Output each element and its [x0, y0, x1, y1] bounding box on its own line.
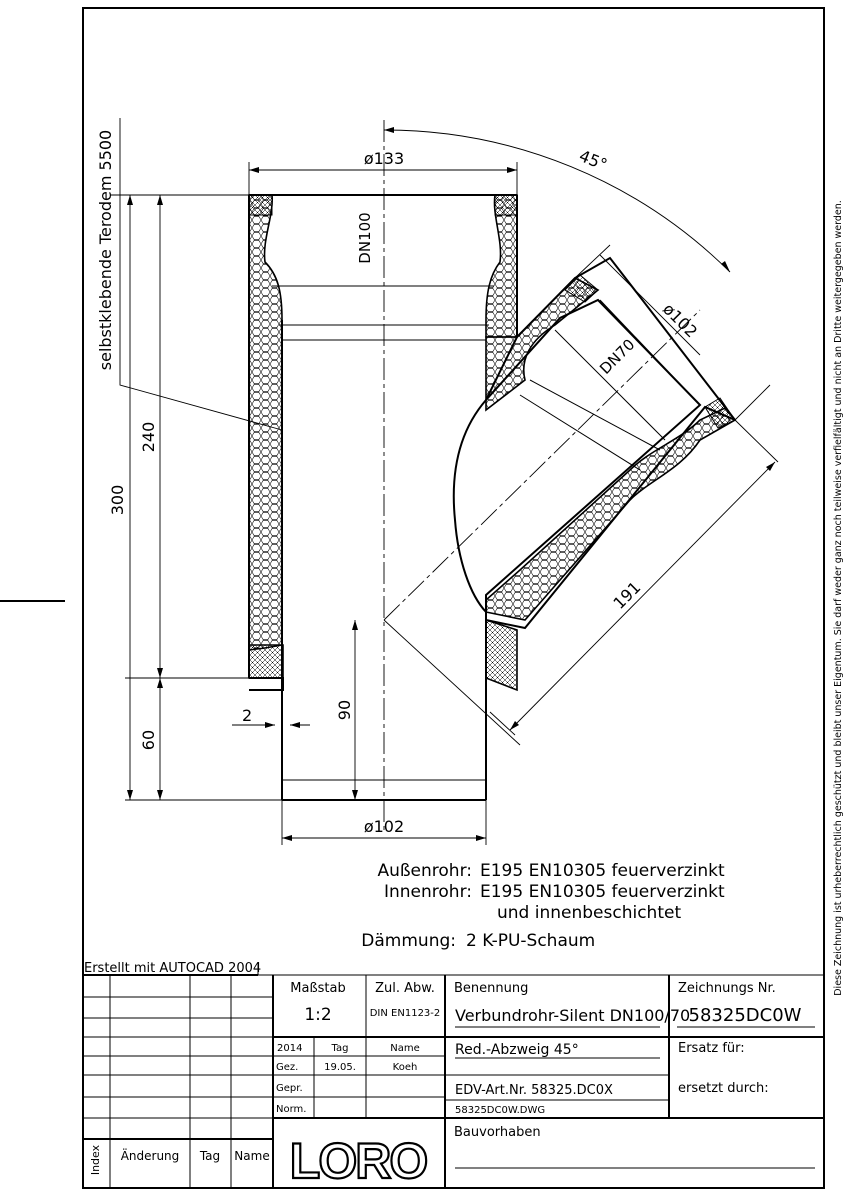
- label-dn-main: DN100: [356, 212, 374, 264]
- insulation-branch-bottom: [486, 408, 735, 620]
- benennung-label: Benennung: [454, 981, 529, 996]
- dwg-filename: 58325DC0W.DWG: [455, 1105, 546, 1116]
- spec-insulation-label: Dämmung:: [361, 931, 456, 951]
- benennung-value: Verbundrohr-Silent DN100/70: [455, 1006, 691, 1025]
- dim-60: 60: [139, 729, 158, 751]
- seal-bottom-left: [249, 645, 283, 678]
- leader-label-terodem: selbstklebende Terodem 5500: [96, 129, 115, 371]
- name-label: Name: [390, 1043, 420, 1054]
- rev-index-label: Index: [89, 1144, 102, 1176]
- insulation-right: [486, 195, 517, 337]
- dim-90: 90: [335, 699, 354, 721]
- gez-label: Gez.: [276, 1062, 299, 1073]
- norm-label: Norm.: [276, 1104, 307, 1115]
- massstab-label: Maßstab: [290, 981, 346, 996]
- dim-angle: 45°: [576, 146, 610, 175]
- massstab-value: 1:2: [304, 1005, 332, 1025]
- dimensions: [110, 118, 778, 845]
- edv-article-number: EDV-Art.Nr. 58325.DC0X: [455, 1083, 613, 1098]
- spec-inner-label: Innenrohr:: [383, 882, 472, 902]
- title-block: [83, 961, 824, 1189]
- zul-abw-label: Zul. Abw.: [375, 981, 435, 996]
- spec-inner-value: E195 EN10305 feuerverzinkt: [480, 882, 725, 902]
- dim-branch-diameter: ø102: [659, 299, 702, 342]
- dim-300: 300: [108, 484, 127, 516]
- dim-branch-length: 191: [609, 577, 645, 613]
- benennung-value2: Red.-Abzweig 45°: [455, 1042, 579, 1058]
- ersetzt-durch-label: ersetzt durch:: [678, 1081, 769, 1096]
- copyright-notice: Diese Zeichnung ist urheberrechtlich geschützt und bleibt unser Eigentum. Sie darf weder ganz noch teilweise verfielfältigt und nicht an Dritte weitergegeben werden.: [833, 200, 844, 996]
- zul-abw-value: DIN EN1123-2: [369, 1008, 441, 1019]
- pipe-drawing: [249, 120, 735, 830]
- loro-logo: [290, 1133, 427, 1189]
- created-with-label: Erstellt mit AUTOCAD 2004: [84, 961, 262, 976]
- zeichnungs-nr-value: 58325DC0W: [688, 1005, 802, 1026]
- spec-inner-value2: und innenbeschichtet: [497, 903, 682, 923]
- material-spec: [361, 861, 725, 951]
- ersatz-fuer-label: Ersatz für:: [678, 1041, 745, 1056]
- dim-bottom-diameter: ø102: [363, 817, 405, 836]
- gepr-label: Gepr.: [276, 1083, 303, 1094]
- rev-aenderung-label: Änderung: [120, 1149, 180, 1163]
- zeichnungs-nr-label: Zeichnungs Nr.: [678, 981, 776, 996]
- dim-240: 240: [139, 421, 158, 453]
- gez-name: Koeh: [392, 1062, 418, 1073]
- label-dn-branch: DN70: [596, 335, 639, 378]
- tag-label: Tag: [331, 1043, 349, 1054]
- rev-tag-label: Tag: [199, 1149, 221, 1163]
- spec-outer-label: Außenrohr:: [377, 861, 472, 881]
- spec-insulation-value: 2 K-PU-Schaum: [466, 931, 596, 951]
- dim-top-diameter: ø133: [363, 149, 405, 168]
- gez-tag: 19.05.: [324, 1062, 356, 1073]
- year-value: 2014: [277, 1043, 303, 1054]
- dim-2: 2: [242, 706, 253, 725]
- logo-text: LORO: [289, 1133, 427, 1189]
- bauvorhaben-label: Bauvorhaben: [454, 1125, 541, 1140]
- spec-outer-value: E195 EN10305 feuerverzinkt: [480, 861, 725, 881]
- rev-name-label: Name: [234, 1149, 270, 1163]
